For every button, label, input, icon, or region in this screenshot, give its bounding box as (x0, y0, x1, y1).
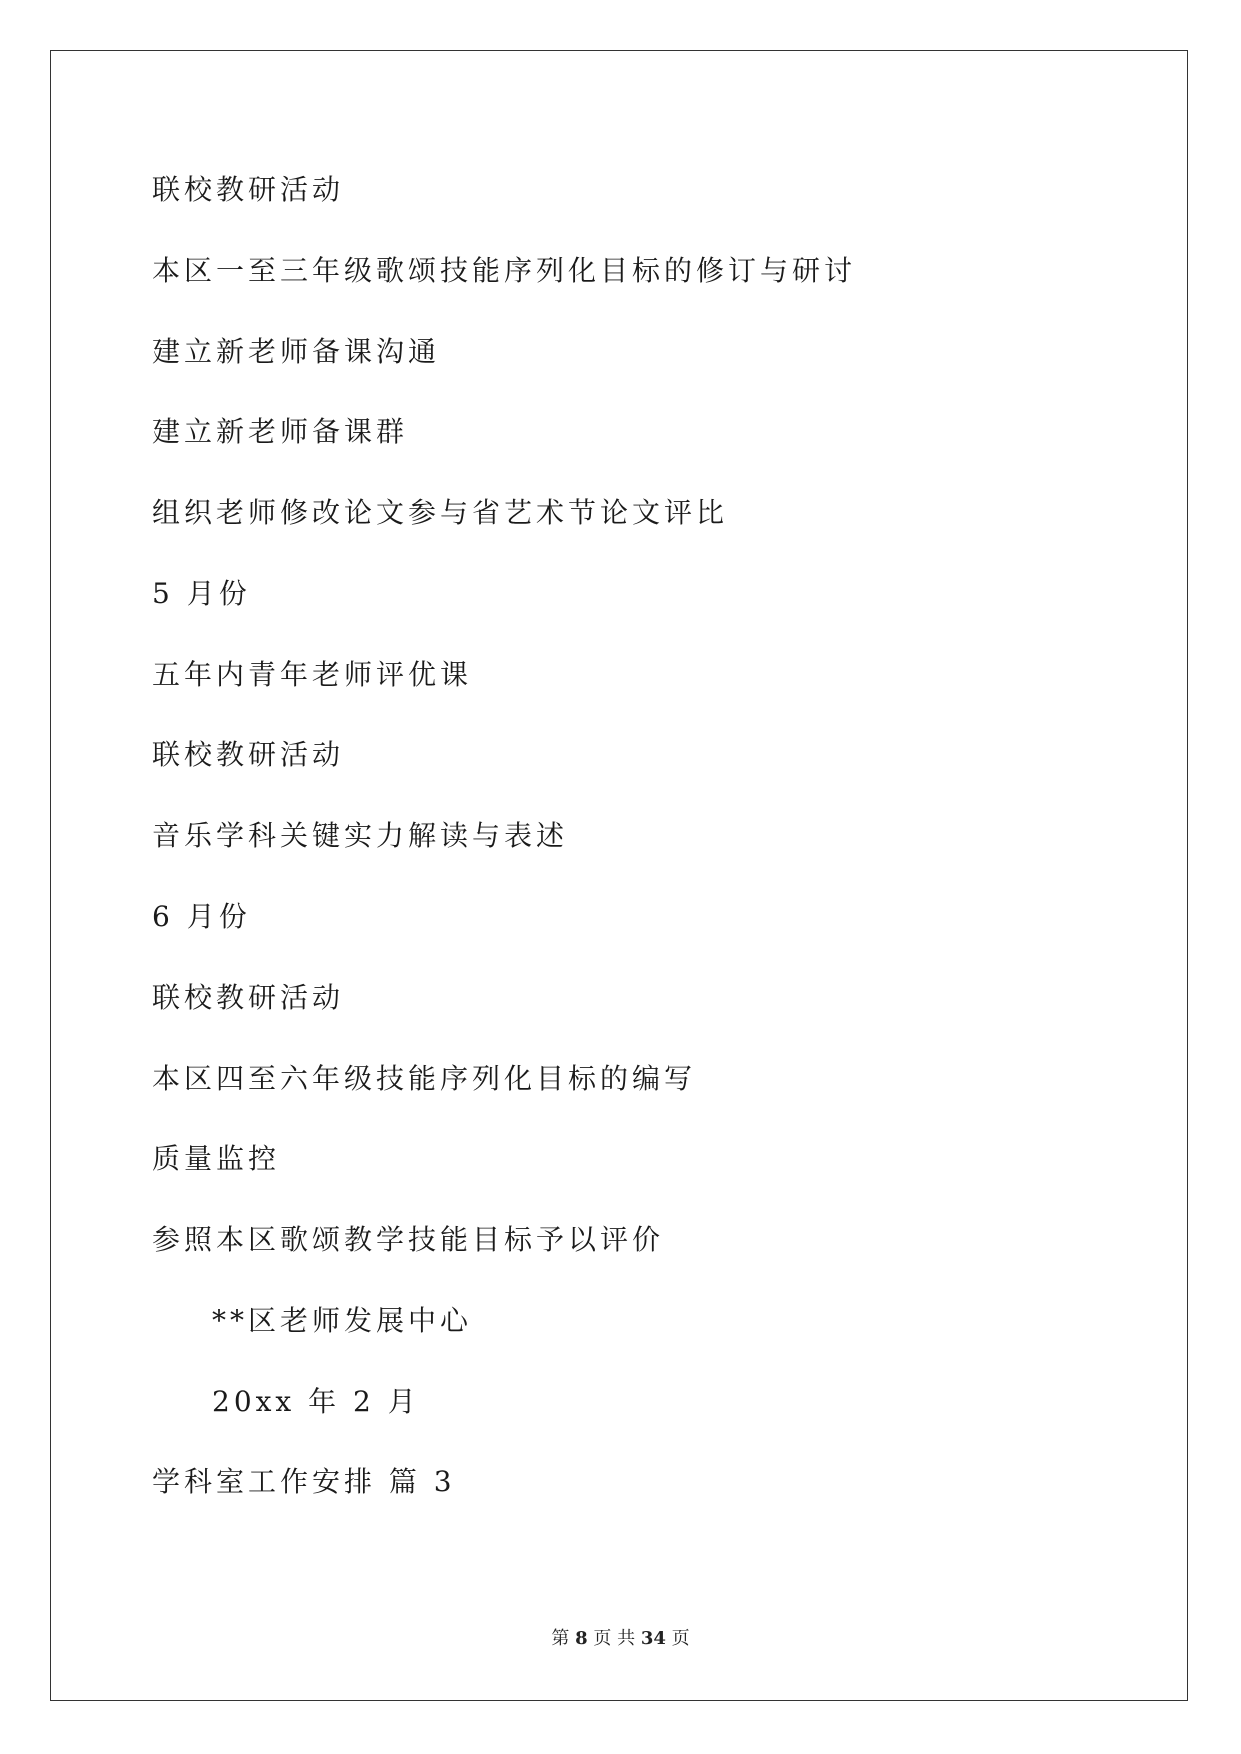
text-line: 组织老师修改论文参与省艺术节论文评比 (152, 496, 729, 529)
page-footer (0, 1624, 1241, 1650)
footer-prefix: 第 (551, 1628, 570, 1649)
month-heading: 5 月份 (152, 577, 251, 610)
text-line: 音乐学科关键实力解读与表述 (152, 819, 569, 852)
text-line: 本区一至三年级歌颂技能序列化目标的修订与研讨 (152, 254, 857, 287)
text-line: 联校教研活动 (152, 981, 345, 1014)
current-page-number: 8 (575, 1628, 588, 1649)
total-pages-number: 34 (640, 1628, 666, 1649)
signature-date: 20xx 年 2 月 (212, 1385, 420, 1418)
footer-mid: 页 共 (593, 1628, 636, 1649)
text-line: 五年内青年老师评优课 (152, 658, 473, 691)
footer-suffix: 页 (671, 1628, 690, 1649)
signature-org: **区老师发展中心 (212, 1304, 473, 1337)
text-line: 联校教研活动 (152, 738, 345, 771)
month-heading: 6 月份 (152, 900, 251, 933)
section-heading: 学科室工作安排 篇 3 (152, 1465, 456, 1498)
text-line: 质量监控 (152, 1142, 281, 1175)
text-line: 建立新老师备课沟通 (152, 335, 441, 368)
page-frame (50, 50, 1188, 1701)
text-line: 联校教研活动 (152, 173, 345, 206)
text-line: 参照本区歌颂教学技能目标予以评价 (152, 1223, 665, 1256)
text-line: 建立新老师备课群 (152, 415, 409, 448)
text-line: 本区四至六年级技能序列化目标的编写 (152, 1062, 697, 1095)
